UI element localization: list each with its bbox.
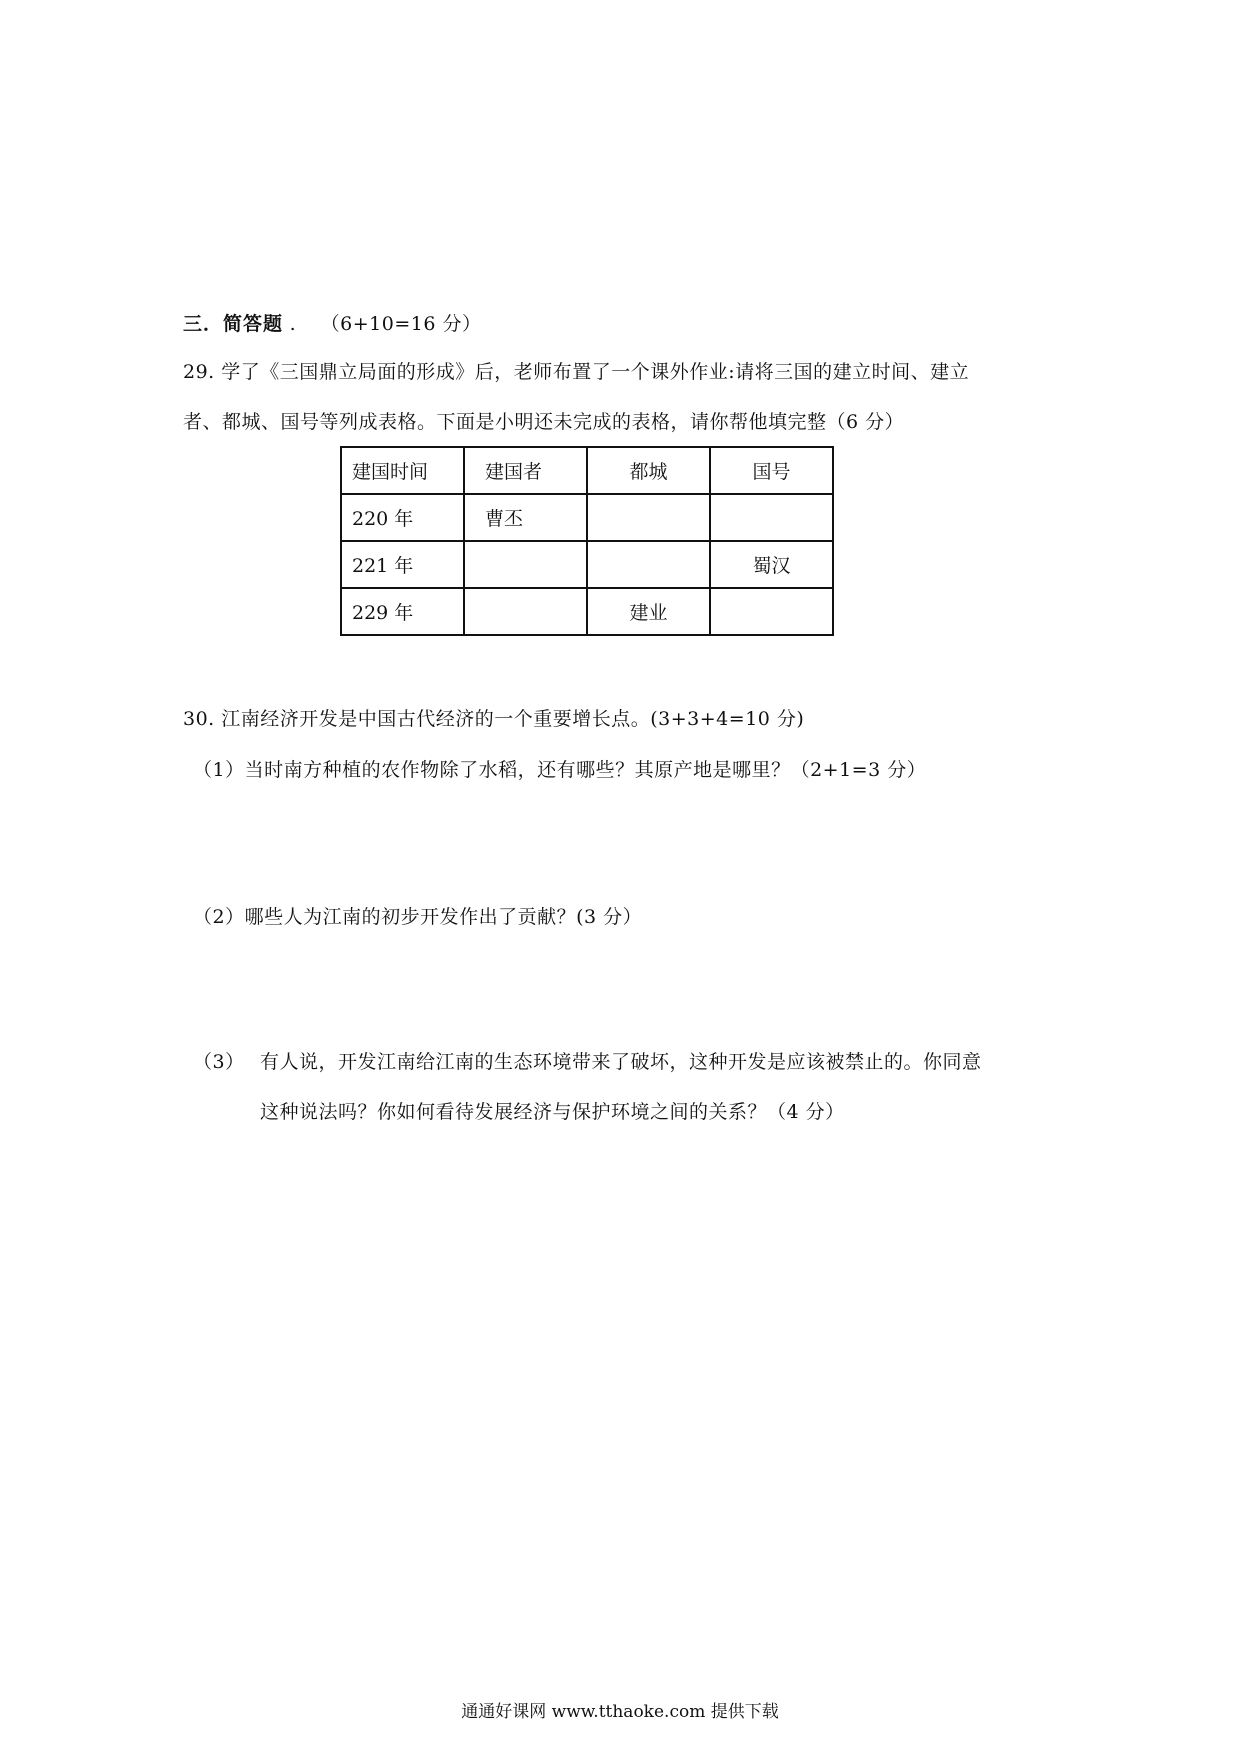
section-heading [183, 312, 481, 336]
table-cell [710, 588, 833, 635]
table-cell: 蜀汉 [710, 541, 833, 588]
section-mark: . [289, 313, 297, 335]
table-cell [464, 588, 587, 635]
question-30-stem: 30. 江南经济开发是中国古代经济的一个重要增长点。(3+3+4=10 分) [183, 708, 805, 730]
section-score: （6+10=16 分） [320, 313, 482, 335]
table-row [341, 494, 833, 541]
question-30-part-1: （1）当时南方种植的农作物除了水稻，还有哪些？其原产地是哪里？（2+1=3 分） [193, 759, 927, 781]
table-cell [464, 541, 587, 588]
question-30-part-3-line-1: 有人说，开发江南给江南的生态环境带来了破坏，这种开发是应该被禁止的。你同意 [260, 1051, 982, 1073]
table-header-cell: 国号 [710, 447, 833, 494]
table-header-row [341, 447, 833, 494]
section-title: 三．简答题 [183, 313, 284, 335]
question-29-line-1: 29. 学了《三国鼎立局面的形成》后，老师布置了一个课外作业:请将三国的建立时间、建立 [183, 361, 970, 383]
page-footer: 通通好课网 www.tthaoke.com 提供下载 [461, 1702, 779, 1722]
table-header-cell: 都城 [587, 447, 710, 494]
question-29-line-2: 者、都城、国号等列成表格。下面是小明还未完成的表格，请你帮他填完整（6 分） [183, 411, 905, 433]
table-cell [587, 494, 710, 541]
table-cell: 221 年 [341, 541, 464, 588]
question-30-part-3-number: （3） [193, 1051, 245, 1073]
table-cell [587, 541, 710, 588]
table-header-cell: 建国者 [464, 447, 587, 494]
table-cell: 曹丕 [464, 494, 587, 541]
table-row [341, 541, 833, 588]
question-30-part-3-line-2: 这种说法吗？你如何看待发展经济与保护环境之间的关系？（4 分） [260, 1101, 845, 1123]
table-header-cell: 建国时间 [341, 447, 464, 494]
table-cell [710, 494, 833, 541]
table-row [341, 588, 833, 635]
table-cell: 220 年 [341, 494, 464, 541]
table-cell: 建业 [587, 588, 710, 635]
three-kingdoms-table [340, 446, 834, 636]
question-30-part-2: （2）哪些人为江南的初步开发作出了贡献？(3 分） [193, 906, 643, 928]
table-cell: 229 年 [341, 588, 464, 635]
